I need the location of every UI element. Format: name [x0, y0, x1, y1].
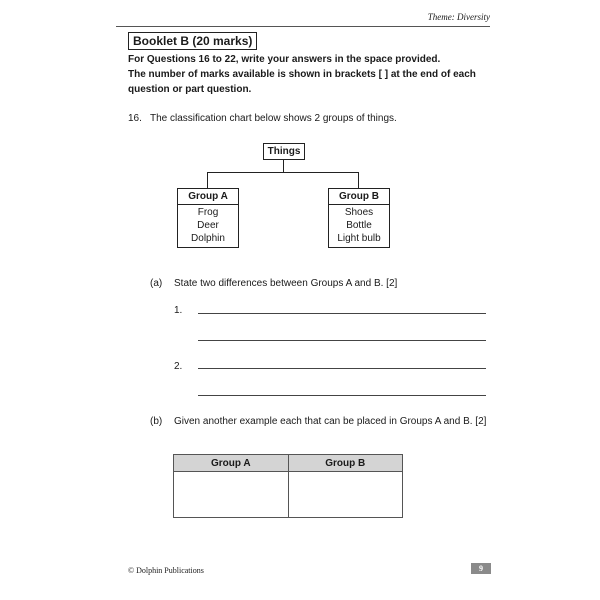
- table-header-group-b: Group B: [288, 455, 403, 472]
- part-b-text: Given another example each that can be placed in Groups A and B. [2]: [174, 416, 487, 427]
- group-b-item: Bottle: [346, 220, 372, 231]
- answer-2-number: 2.: [174, 361, 183, 372]
- group-a-item: Frog: [197, 207, 219, 218]
- answer-1-line-2[interactable]: [198, 340, 486, 341]
- group-b-box: [328, 188, 390, 248]
- page-number: 9: [471, 563, 491, 574]
- theme-label: Theme: Diversity: [427, 12, 490, 22]
- answer-2-line-1[interactable]: [198, 368, 486, 369]
- instruction-line-2: The number of marks available is shown in brackets [ ] at the end of each question or part question.: [128, 69, 476, 95]
- answer-cell-group-b[interactable]: [288, 472, 403, 518]
- header-rule: [116, 26, 490, 27]
- question-text: The classification chart below shows 2 groups of things.: [150, 113, 397, 124]
- answer-1-number: 1.: [174, 305, 183, 316]
- answer-cell-group-a[interactable]: [174, 472, 289, 518]
- table-header-group-a: Group A: [174, 455, 289, 472]
- question-number: 16.: [128, 113, 142, 124]
- group-b-item: Shoes: [344, 207, 374, 218]
- instructions: [128, 52, 498, 97]
- chart-connector-vertical-root: [283, 160, 284, 172]
- chart-root-box: Things: [263, 143, 305, 160]
- instruction-line-1: For Questions 16 to 22, write your answers in the space provided.: [128, 54, 441, 65]
- answer-1-line-1[interactable]: [198, 313, 486, 314]
- chart-connector-group-a: [207, 172, 208, 188]
- part-a: [150, 276, 490, 291]
- part-a-text: State two differences between Groups A and B. [2]: [174, 278, 398, 289]
- answer-table: [173, 454, 403, 518]
- group-a-title: Group A: [178, 189, 238, 205]
- chart-connector-group-b: [358, 172, 359, 188]
- answer-2-line-2[interactable]: [198, 395, 486, 396]
- group-a-box: [177, 188, 239, 248]
- group-a-item: Deer: [197, 220, 219, 231]
- group-a-item: Dolphin: [191, 233, 225, 244]
- booklet-title: Booklet B (20 marks): [128, 32, 257, 50]
- publisher-footer: © Dolphin Publications: [128, 566, 204, 575]
- chart-connector-horizontal: [207, 172, 359, 173]
- group-b-title: Group B: [329, 189, 389, 205]
- group-b-item: Light bulb: [337, 233, 381, 244]
- question-16: [128, 113, 397, 124]
- part-b-label: (b): [150, 416, 163, 427]
- part-a-label: (a): [150, 278, 163, 289]
- part-b: [150, 414, 490, 429]
